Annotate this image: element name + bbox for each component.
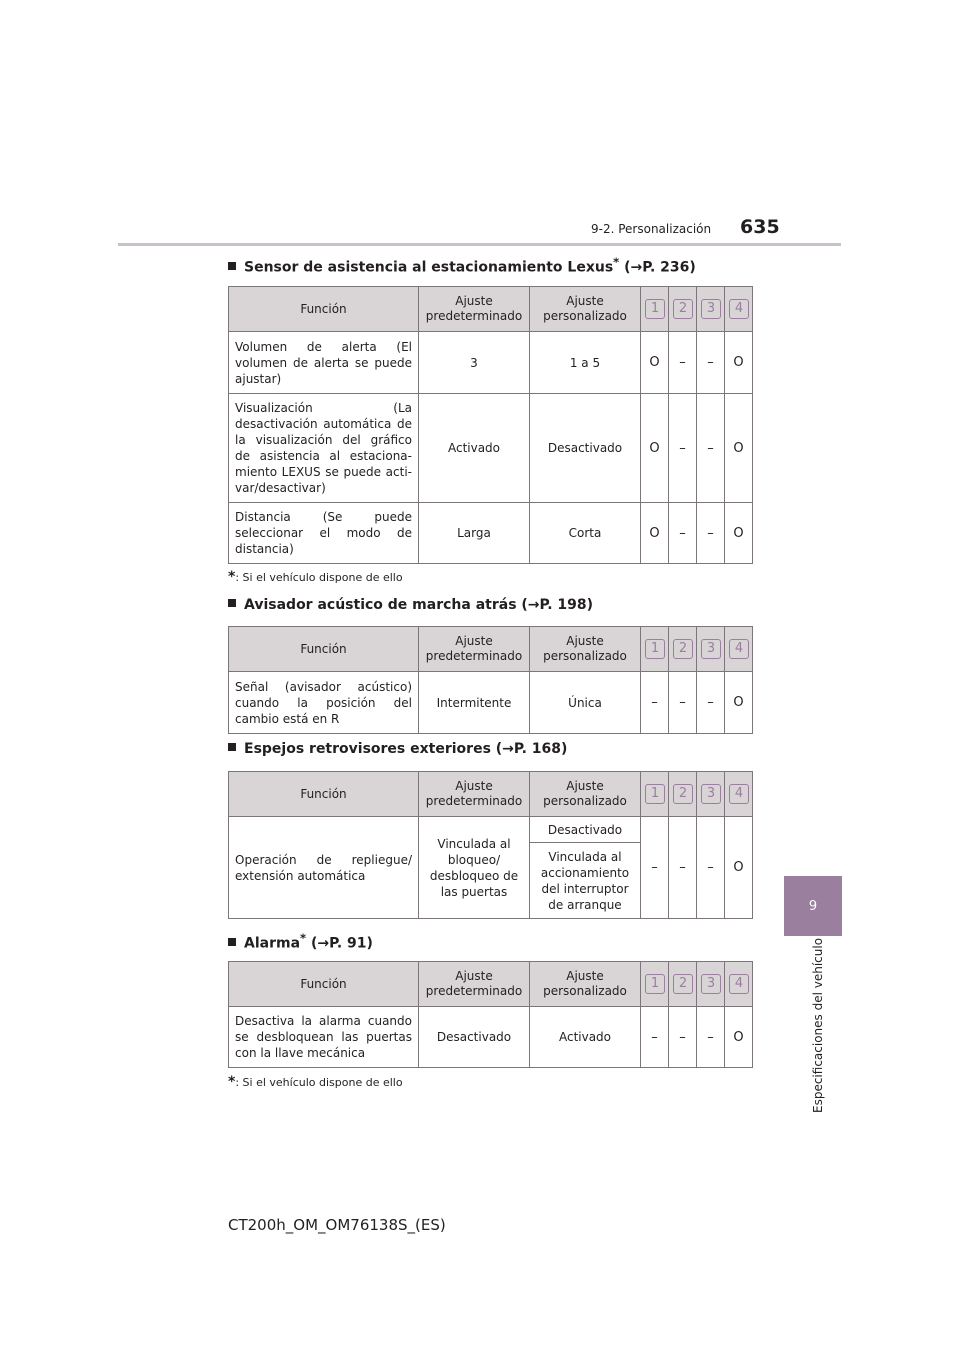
row-function: Operación de repliegue/ extensión automática bbox=[229, 817, 419, 919]
method-3-icon: 3 bbox=[701, 784, 721, 804]
footnote: *: Si el vehículo dispone de ello bbox=[228, 569, 403, 585]
row-method-3: – bbox=[697, 817, 725, 919]
row-default: Larga bbox=[419, 503, 530, 564]
square-bullet-icon bbox=[228, 743, 236, 751]
method-1-icon: 1 bbox=[645, 974, 665, 994]
table-row bbox=[229, 672, 753, 734]
col-default: Ajuste predeterminado bbox=[419, 287, 530, 332]
row-default: Activado bbox=[419, 394, 530, 503]
table-alarm bbox=[228, 961, 753, 1068]
table-row bbox=[229, 503, 753, 564]
row-method-2: – bbox=[669, 394, 697, 503]
col-function: Función bbox=[229, 627, 419, 672]
col-default: Ajuste predeterminado bbox=[419, 627, 530, 672]
table-header-row bbox=[229, 772, 753, 817]
row-method-2: – bbox=[669, 672, 697, 734]
row-default: Desactivado bbox=[419, 1007, 530, 1068]
row-method-3: – bbox=[697, 503, 725, 564]
row-method-3: – bbox=[697, 672, 725, 734]
row-method-1: – bbox=[641, 672, 669, 734]
method-4-icon: 4 bbox=[729, 974, 749, 994]
row-default: 3 bbox=[419, 332, 530, 394]
section-title-alarm: Alarma* (→P. 91) bbox=[228, 931, 373, 952]
footnote: *: Si el vehículo dispone de ello bbox=[228, 1074, 403, 1090]
side-chapter-number: 9 bbox=[808, 898, 818, 914]
row-method-4: O bbox=[725, 1007, 753, 1068]
square-bullet-icon bbox=[228, 262, 236, 270]
table-row bbox=[229, 394, 753, 503]
method-2-icon: 2 bbox=[673, 639, 693, 659]
col-custom: Ajuste personalizado bbox=[530, 627, 641, 672]
row-custom: 1 a 5 bbox=[530, 332, 641, 394]
method-2-icon: 2 bbox=[673, 974, 693, 994]
method-1-icon: 1 bbox=[645, 299, 665, 319]
table-parking-sensor bbox=[228, 286, 753, 564]
row-method-4: O bbox=[725, 503, 753, 564]
table-header-row bbox=[229, 627, 753, 672]
col-default: Ajuste predeterminado bbox=[419, 962, 530, 1007]
row-method-4: O bbox=[725, 817, 753, 919]
row-function: Visualización (La desactivación automática de la visualización del gráfico de asistencia al estaciona-miento LEXUS se puede acti-var/desactivar) bbox=[229, 394, 419, 503]
row-custom: Corta bbox=[530, 503, 641, 564]
row-method-2: – bbox=[669, 1007, 697, 1068]
row-custom: Única bbox=[530, 672, 641, 734]
square-bullet-icon bbox=[228, 938, 236, 946]
row-method-4: O bbox=[725, 672, 753, 734]
table-reverse-buzzer bbox=[228, 626, 753, 734]
section-title-outside-mirrors: Espejos retrovisores exteriores (→P. 168) bbox=[228, 741, 567, 757]
row-method-3: – bbox=[697, 394, 725, 503]
row-function: Desactiva la alarma cuando se desbloquean las puertas con la llave mecánica bbox=[229, 1007, 419, 1068]
row-method-1: – bbox=[641, 1007, 669, 1068]
method-1-icon: 1 bbox=[645, 784, 665, 804]
table-outside-mirrors bbox=[228, 771, 753, 919]
table-row bbox=[229, 817, 753, 843]
square-bullet-icon bbox=[228, 599, 236, 607]
row-method-1: – bbox=[641, 817, 669, 919]
row-custom: Activado bbox=[530, 1007, 641, 1068]
chapter-header: 9-2. Personalización bbox=[591, 222, 712, 236]
col-custom: Ajuste personalizado bbox=[530, 287, 641, 332]
row-method-4: O bbox=[725, 332, 753, 394]
row-default: Intermitente bbox=[419, 672, 530, 734]
method-3-icon: 3 bbox=[701, 299, 721, 319]
row-default: Vinculada al bloqueo/ desbloqueo de las puertas bbox=[419, 817, 530, 919]
side-chapter-title: Especificaciones del vehículo bbox=[811, 937, 825, 1113]
method-4-icon: 4 bbox=[729, 299, 749, 319]
row-method-1: O bbox=[641, 332, 669, 394]
method-2-icon: 2 bbox=[673, 299, 693, 319]
method-2-icon: 2 bbox=[673, 784, 693, 804]
document-code: CT200h_OM_OM76138S_(ES) bbox=[228, 1216, 446, 1234]
col-function: Función bbox=[229, 962, 419, 1007]
col-function: Función bbox=[229, 772, 419, 817]
row-method-1: O bbox=[641, 394, 669, 503]
row-method-2: – bbox=[669, 817, 697, 919]
table-row bbox=[229, 1007, 753, 1068]
row-custom: Desactivado bbox=[530, 394, 641, 503]
row-method-2: – bbox=[669, 332, 697, 394]
col-custom: Ajuste personalizado bbox=[530, 772, 641, 817]
row-function: Volumen de alerta (El volumen de alerta se puede ajustar) bbox=[229, 332, 419, 394]
method-3-icon: 3 bbox=[701, 639, 721, 659]
method-4-icon: 4 bbox=[729, 639, 749, 659]
row-method-2: – bbox=[669, 503, 697, 564]
row-method-1: O bbox=[641, 503, 669, 564]
page-number: 635 bbox=[740, 216, 780, 238]
row-function: Señal (avisador acústico) cuando la posición del cambio está en R bbox=[229, 672, 419, 734]
row-custom-option-b: Vinculada al accionamiento del interruptor de arranque bbox=[530, 843, 641, 919]
row-method-3: – bbox=[697, 332, 725, 394]
header-rule bbox=[118, 243, 841, 246]
col-custom: Ajuste personalizado bbox=[530, 962, 641, 1007]
table-header-row bbox=[229, 287, 753, 332]
method-1-icon: 1 bbox=[645, 639, 665, 659]
table-row bbox=[229, 332, 753, 394]
table-header-row bbox=[229, 962, 753, 1007]
col-default: Ajuste predeterminado bbox=[419, 772, 530, 817]
method-3-icon: 3 bbox=[701, 974, 721, 994]
section-title-reverse-buzzer: Avisador acústico de marcha atrás (→P. 198) bbox=[228, 597, 593, 613]
row-method-3: – bbox=[697, 1007, 725, 1068]
method-4-icon: 4 bbox=[729, 784, 749, 804]
row-custom-option-a: Desactivado bbox=[530, 817, 641, 843]
row-method-4: O bbox=[725, 394, 753, 503]
section-title-parking-sensor: Sensor de asistencia al estacionamiento Lexus* (→P. 236) bbox=[228, 255, 696, 276]
row-function: Distancia (Se puede seleccionar el modo de distancia) bbox=[229, 503, 419, 564]
side-chapter-tab bbox=[784, 876, 842, 936]
col-function: Función bbox=[229, 287, 419, 332]
